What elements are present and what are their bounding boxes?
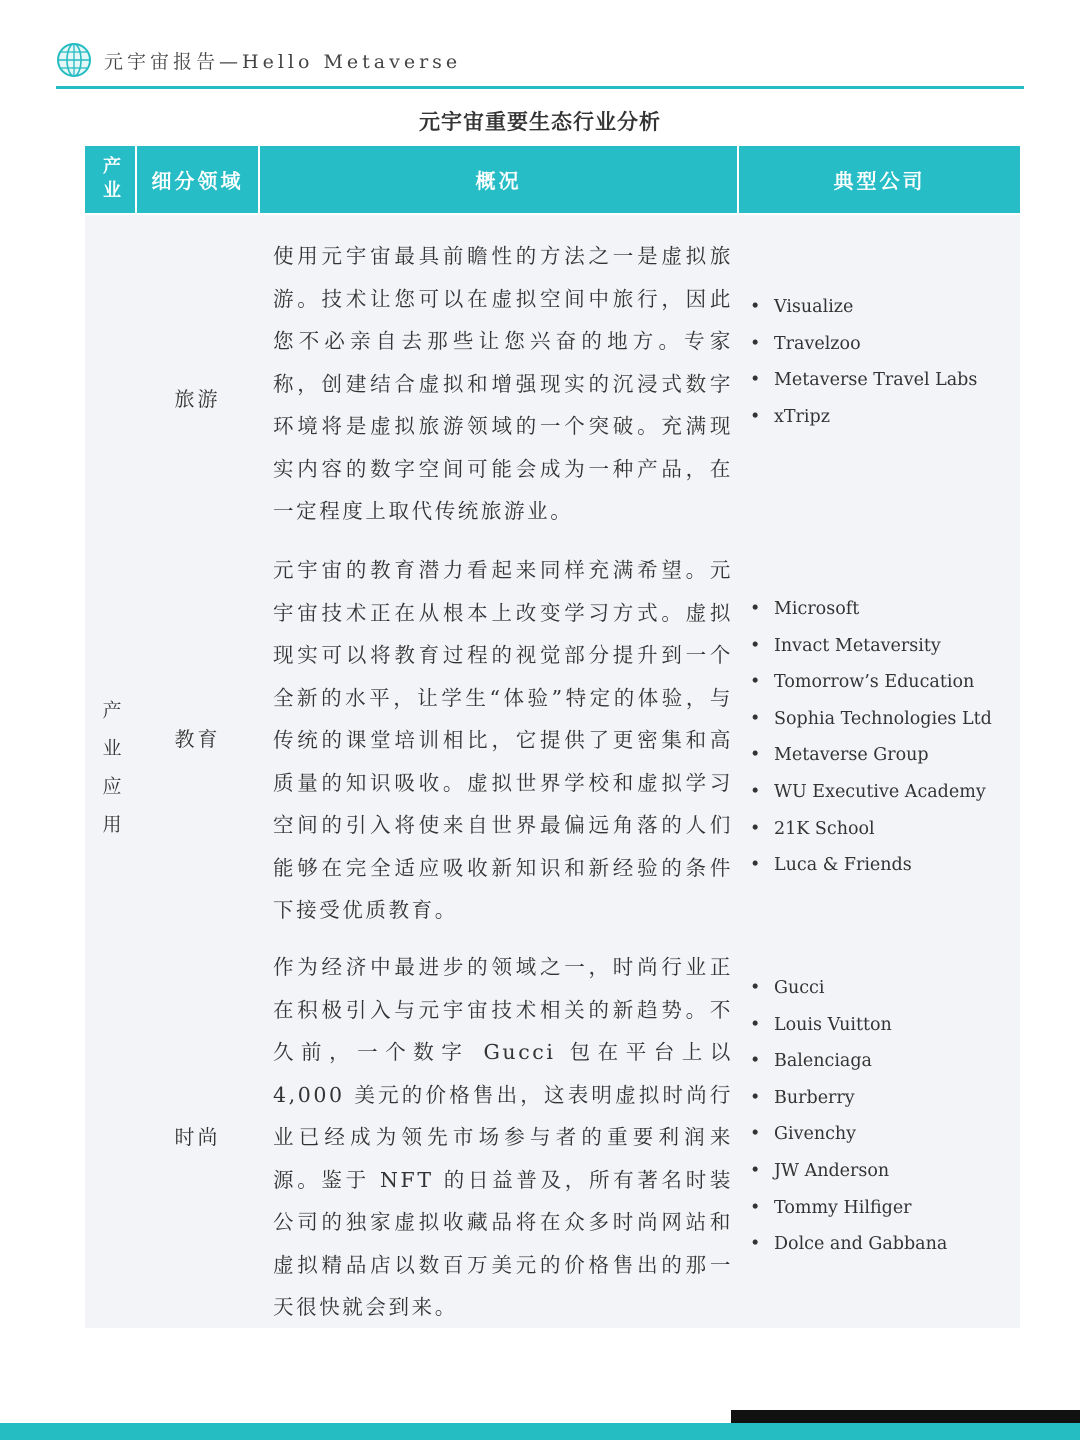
- overview-cell: 元宇宙的教育潜力看起来同样充满希望。元宇宙技术正在从根本上改变学习方式。虚拟现实可以将教育过程的视觉部分提升到一个全新的水平，让学生“体验”特定的体验，与传统的课堂培训相比，它提供了更密集和高质量的知识吸收。虚拟世界学校和虚拟学习空间的引入将使来自世界最偏远角落的人们能够在完全适应吸收新知识和新经验的条件下接受优质教育。: [273, 558, 733, 922]
- globe-icon: [56, 42, 92, 78]
- header-divider: [56, 86, 1024, 89]
- company-item: • Louis Vuitton: [747, 1007, 1017, 1044]
- company-item: • Invact Metaversity: [747, 628, 1017, 665]
- company-item: • Visualize: [747, 289, 1017, 326]
- company-item: • WU Executive Academy: [747, 774, 1017, 811]
- field-cell: 旅游: [174, 387, 221, 411]
- page-header: [56, 40, 461, 80]
- company-item: • Tommy Hilfiger: [747, 1190, 1017, 1227]
- header-title: 元宇宙报告—Hello Metaverse: [104, 50, 462, 73]
- company-item: • Tomorrow’s Education: [747, 664, 1017, 701]
- footer-bar-dark: [731, 1410, 1080, 1423]
- column-header-overview: 概况: [475, 169, 522, 193]
- company-item: • Burberry: [747, 1080, 1017, 1117]
- column-header-industry-text: 产业: [100, 155, 121, 204]
- document-title: 元宇宙重要生态行业分析: [419, 110, 661, 134]
- field-cell: 时尚: [174, 1125, 221, 1149]
- company-item: • 21K School: [747, 811, 1017, 848]
- field-cell: 教育: [174, 727, 221, 751]
- column-header-industry: [85, 146, 135, 213]
- company-list: [747, 970, 1017, 1263]
- company-item: • Metaverse Travel Labs: [747, 362, 1017, 399]
- company-list: [747, 289, 1017, 435]
- company-list: [747, 591, 1017, 884]
- column-header-field: 细分领域: [151, 169, 244, 193]
- company-item: • Microsoft: [747, 591, 1017, 628]
- company-item: • Balenciaga: [747, 1043, 1017, 1080]
- company-item: • Luca & Friends: [747, 847, 1017, 884]
- table-header: [85, 146, 1020, 213]
- company-item: • Sophia Technologies Ltd: [747, 701, 1017, 738]
- company-item: • xTripz: [747, 399, 1017, 436]
- company-item: • JW Anderson: [747, 1153, 1017, 1190]
- company-item: • Travelzoo: [747, 326, 1017, 363]
- footer-bar-accent: [0, 1423, 1080, 1440]
- company-item: • Givenchy: [747, 1116, 1017, 1153]
- column-header-companies: 典型公司: [833, 169, 926, 193]
- company-item: • Gucci: [747, 970, 1017, 1007]
- overview-cell: 作为经济中最进步的领域之一，时尚行业正在积极引入与元宇宙技术相关的新趋势。不久前，一个数字 Gucci 包在平台上以 4,000 美元的价格售出，这表明虚拟时尚行业已经成为领先市场参与者的重要利润来源。鉴于 NFT 的日益普及，所有著名时装公司的独家虚拟收藏品将在众多时尚网站和虚拟精品店以数百万美元的价格售出的那一天很快就会到来。: [273, 955, 733, 1319]
- industry-label: 产业应用: [99, 700, 122, 852]
- company-item: • Metaverse Group: [747, 737, 1017, 774]
- industry-cell: [85, 700, 135, 868]
- overview-cell: 使用元宇宙最具前瞻性的方法之一是虚拟旅游。技术让您可以在虚拟空间中旅行，因此您不必亲自去那些让您兴奋的地方。专家称，创建结合虚拟和增强现实的沉浸式数字环境将是虚拟旅游领域的一个突破。充满现实内容的数字空间可能会成为一种产品，在一定程度上取代传统旅游业。: [273, 244, 733, 523]
- table-body: [85, 215, 1020, 1328]
- company-item: • Dolce and Gabbana: [747, 1226, 1017, 1263]
